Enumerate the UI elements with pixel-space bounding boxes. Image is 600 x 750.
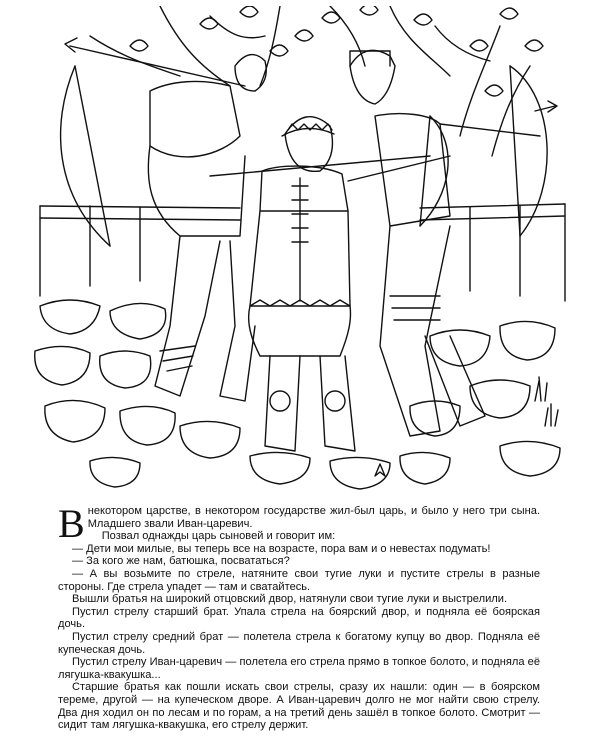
- story-paragraph: Вышли братья на широкий отцовский двор, натянули свои тугие луки и выстрелили.: [72, 593, 508, 606]
- grass: [375, 377, 558, 476]
- three-archers-illustration: [30, 6, 570, 494]
- story-paragraph: Пустил стрелу средний брат — полетела стрела к богатому купцу во двор. Подняла её купеческая дочь.: [58, 630, 540, 656]
- right-archer: [350, 50, 547, 436]
- story-text: [58, 501, 540, 732]
- story-paragraph: Пустил стрелу старший брат. Упала стрела на боярский двор, и подняла её боярская дочь.: [58, 605, 540, 631]
- story-paragraph: — Дети мои милые, вы теперь все на возрасте, пора вам и о невестах подумать!: [72, 542, 491, 555]
- tree-branches: [90, 6, 530, 156]
- fence: [40, 204, 565, 301]
- story-paragraph: Пустил стрелу Иван-царевич — полетела его стрела прямо в топкое болото, и подняла её лягушка-квакушка...: [58, 656, 540, 681]
- story-paragraph: — А вы возьмите по стреле, натяните свои тугие луки и пустите стрелы в разные стороны. Где стрела упадет — там и сватайтесь.: [58, 567, 540, 593]
- center-archer: [210, 116, 450, 451]
- story-paragraph: Старшие братья как пошли искать свои стрелы, сразу их нашли: один — в боярском тереме, другой — на купеческом дворе. А Иван-царевич долго не мог найти свою стрелу. Два дня ходил он по лесам и по горам, а на третий день зашёл в топкое болото. Смотрит — сидит там лягушка-квакушка, его стрелу держит.: [58, 681, 540, 732]
- story-paragraph: — За кого же нам, батюшка, посвататься?: [72, 555, 290, 568]
- leaves: [130, 6, 543, 96]
- story-paragraph: Позвал однажды царь сыновей и говорит им:: [101, 530, 336, 543]
- drop-cap: В: [58, 501, 85, 546]
- story-paragraph: некотором царстве, в некотором государстве жил-был царь, и было у него три сына. Младшего звали Иван-царевич.: [87, 505, 540, 530]
